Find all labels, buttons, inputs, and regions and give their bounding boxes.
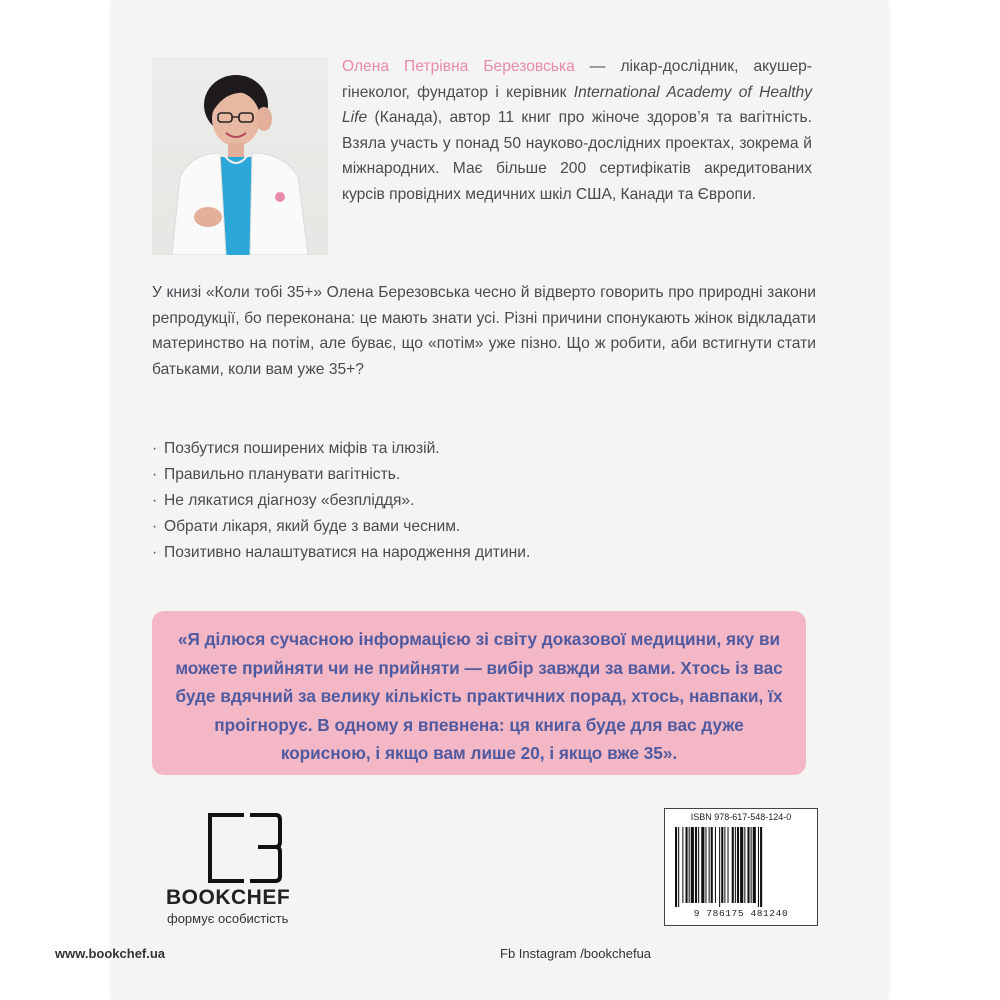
book-description: У книзі «Коли тобі 35+» Олена Березовська чесно й відверто говорить про природні закони репродукції, бо переконана: це мають знати усі. Різні причини спонукають жінок відкладати материнство на потім, але буває, що «потім» уже пізно. Що ж робити, аби встигнути стати батьками, коли вам уже 35+? (152, 284, 816, 378)
bullet-icon: · (152, 544, 158, 561)
isbn-label: ISBN 978-617-548-124-0 (690, 812, 792, 822)
quote-box (152, 611, 806, 775)
bullet-icon: · (152, 518, 158, 535)
author-bio-text-2: (Канада), автор 11 книг про жіноче здоров’я та вагітність. Взяла участь у понад 50 науково-дослідних проектах, зокрема й міжнародних. Має більше 200 сертифікатів акредитованих курсів провідних медичних шкіл США, Канади та Європи. (342, 109, 812, 203)
bullet-icon: · (152, 440, 158, 457)
social-links[interactable]: Fb Instagram /bookchefua (500, 946, 652, 961)
publisher-website[interactable]: www.bookchef.ua (55, 946, 166, 961)
list-item: · Обрати лікаря, який буде з вами чесним. (152, 514, 752, 540)
author-bio-text: — лікар-дослідник, акушер-гінеколог, фундатор і керівник (342, 58, 812, 101)
author-portrait-image (152, 57, 328, 255)
barcode-icon (675, 827, 809, 907)
author-photo (152, 57, 328, 255)
list-item: · Позитивно налаштуватися на народження дитини. (152, 540, 752, 566)
brand-slogan: формує особистість (167, 911, 289, 926)
publisher-logo (166, 812, 366, 932)
list-item: · Правильно планувати вагітність. (152, 462, 752, 488)
list-item: · Не лякатися діагнозу «безпліддя». (152, 488, 752, 514)
author-name: Олена Петрівна Березовська (342, 58, 575, 75)
bullet-icon: · (152, 466, 158, 483)
author-bio (342, 54, 812, 208)
book-back-cover (112, 0, 888, 1000)
academy-name: International Academy of Healthy Life (342, 83, 812, 127)
barcode-digits: 9 786175 481240 (693, 908, 789, 919)
bookchef-logo-icon (206, 812, 284, 884)
list-item: · Позбутися поширених міфів та ілюзій. (152, 436, 752, 462)
isbn-barcode (664, 808, 818, 926)
bullet-icon: · (152, 492, 158, 509)
benefits-list (152, 436, 752, 566)
brand-name: BOOKCHEF (166, 886, 291, 909)
author-quote: «Я ділюся сучасною інформацією зі світу доказової медицини, яку ви можете прийняти чи не прийняти — вибір завжди за вами. Хтось із вас буде вдячний за велику кількість практичних порад, хтось, навпаки, їх проігнорує. В одному я впевнена: ця книга буде для вас дуже корисною, і якщо вам лише 20, і якщо вже 35». (175, 629, 783, 763)
